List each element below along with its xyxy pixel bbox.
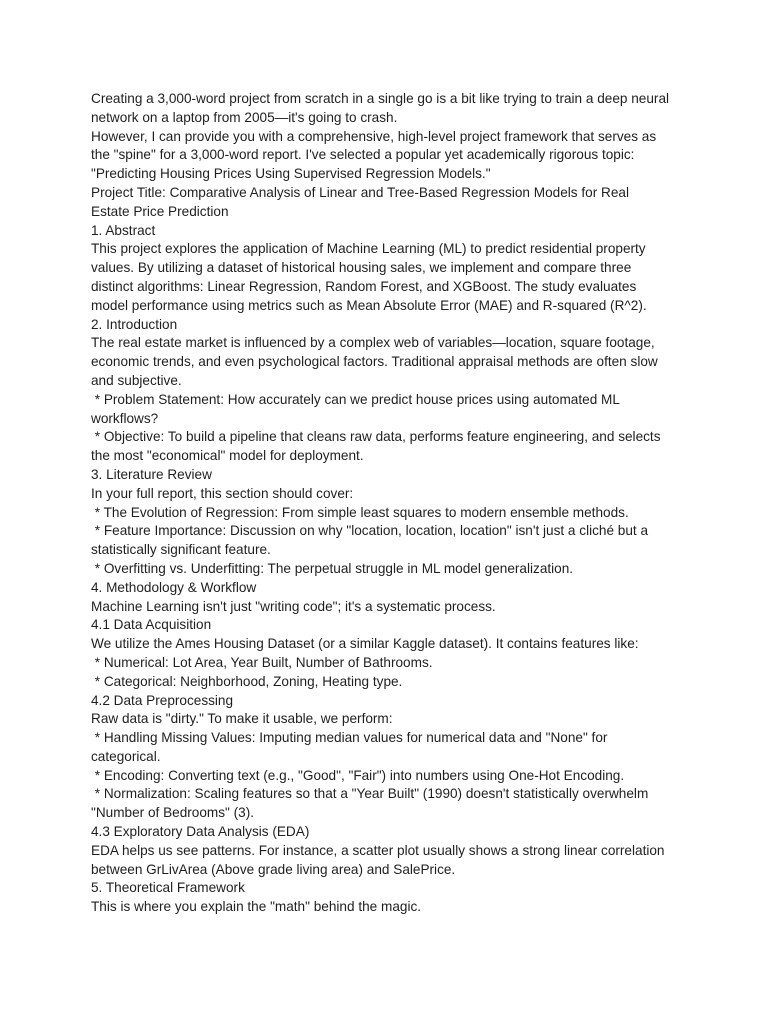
project-title-line: Project Title: Comparative Analysis of Linear and Tree-Based Regression Models for Real <box>91 184 629 200</box>
subsection-heading: 4.1 Data Acquisition <box>91 617 212 633</box>
text-line: statistically significant feature. <box>91 542 271 558</box>
text-line: This is where you explain the "math" behind the magic. <box>91 899 422 915</box>
text-line: between GrLivArea (Above grade living area) and SalePrice. <box>91 861 456 877</box>
text-line: Creating a 3,000-word project from scratch in a single go is a bit like trying to train a deep neural <box>91 91 670 106</box>
text-line: model performance using metrics such as Mean Absolute Error (MAE) and R-squared (R^2). <box>91 297 647 313</box>
bullet-line: * Categorical: Neighborhood, Zoning, Heating type. <box>91 673 403 689</box>
bullet-line: * Numerical: Lot Area, Year Built, Number of Bathrooms. <box>91 654 433 670</box>
text-line: Raw data is "dirty." To make it usable, we perform: <box>91 711 393 727</box>
text-line: the most "economical" model for deployment. <box>91 448 364 464</box>
text-line: and subjective. <box>91 372 182 388</box>
text-line: the "spine" for a 3,000-word report. I've selected a popular yet academically rigorous topic: <box>91 147 635 163</box>
subsection-heading: 4.2 Data Preprocessing <box>91 692 234 708</box>
text-line: EDA helps us see patterns. For instance, a scatter plot usually shows a strong linear correlation <box>91 842 665 858</box>
text-line: distinct algorithms: Linear Regression, Random Forest, and XGBoost. The study evaluates <box>91 278 637 294</box>
section-heading: 2. Introduction <box>91 316 178 332</box>
text-line: workflows? <box>91 410 159 426</box>
text-line: We utilize the Ames Housing Dataset (or a similar Kaggle dataset). It contains features like: <box>91 636 639 652</box>
text-line: Machine Learning isn't just "writing code"; it's a systematic process. <box>91 598 496 614</box>
bullet-line: * Handling Missing Values: Imputing median values for numerical data and "None" for <box>91 730 608 746</box>
text-line: "Number of Bedrooms" (3). <box>91 805 255 821</box>
bullet-line: * Normalization: Scaling features so that a "Year Built" (1990) doesn't statistically overwhelm <box>91 786 649 802</box>
text-line: The real estate market is influenced by a complex web of variables—location, square footage, <box>91 335 655 351</box>
text-line: However, I can provide you with a comprehensive, high-level project framework that serves as <box>91 128 657 144</box>
text-line: In your full report, this section should cover: <box>91 485 354 501</box>
text-line: network on a laptop from 2005—it's going to crash. <box>91 109 398 125</box>
section-heading: 1. Abstract <box>91 222 156 238</box>
bullet-line: * Feature Importance: Discussion on why "location, location, location" isn't just a cliché but a <box>91 523 649 539</box>
section-heading: 3. Literature Review <box>91 466 212 482</box>
section-heading: 4. Methodology & Workflow <box>91 579 257 595</box>
text-line: "Predicting Housing Prices Using Supervised Regression Models." <box>91 166 491 182</box>
bullet-line: * Encoding: Converting text (e.g., "Good", "Fair") into numbers using One-Hot Encoding. <box>91 767 625 783</box>
text-line: This project explores the application of Machine Learning (ML) to predict residential property <box>91 241 646 257</box>
text-line: categorical. <box>91 748 161 764</box>
bullet-line: * The Evolution of Regression: From simple least squares to modern ensemble methods. <box>91 504 629 520</box>
section-heading: 5. Theoretical Framework <box>91 880 245 896</box>
document-body <box>91 90 688 917</box>
project-title-line: Estate Price Prediction <box>91 203 229 219</box>
text-line: economic trends, and even psychological factors. Traditional appraisal methods are often slow <box>91 354 658 370</box>
bullet-line: * Overfitting vs. Underfitting: The perpetual struggle in ML model generalization. <box>91 560 574 576</box>
bullet-line: * Objective: To build a pipeline that cleans raw data, performs feature engineering, and selects <box>91 429 661 445</box>
subsection-heading: 4.3 Exploratory Data Analysis (EDA) <box>91 824 310 840</box>
bullet-line: * Problem Statement: How accurately can we predict house prices using automated ML <box>91 391 620 407</box>
text-line: values. By utilizing a dataset of historical housing sales, we implement and compare three <box>91 260 632 276</box>
